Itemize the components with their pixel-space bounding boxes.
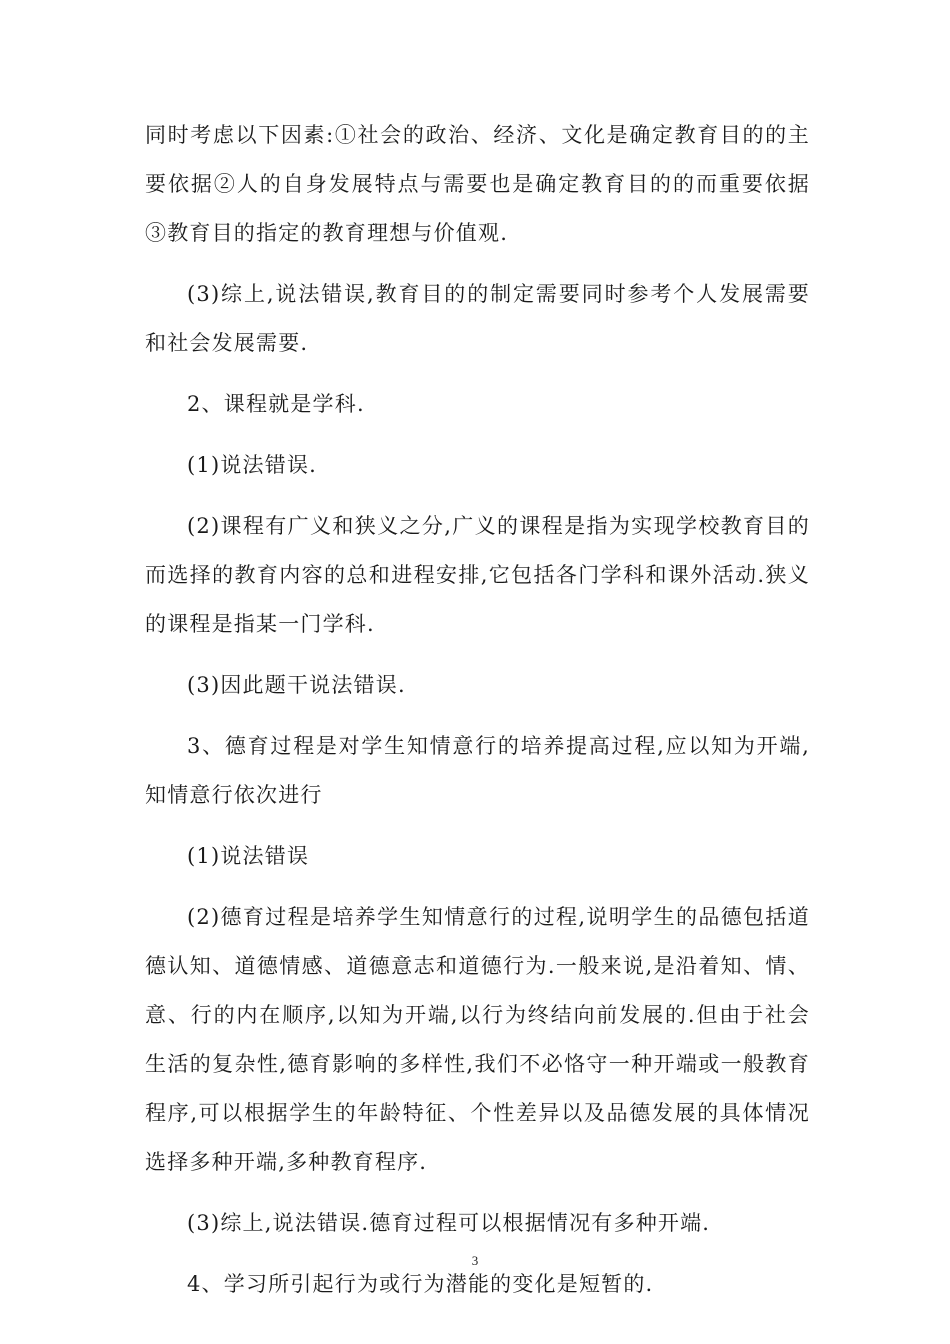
paragraph: (3)因此题干说法错误. — [187, 673, 406, 697]
paragraph: (1)说法错误 — [187, 844, 310, 868]
paragraph: 3、德育过程是对学生知情意行的培养提高过程,应以知为开端,知情意行依次进行 — [145, 734, 810, 807]
paragraph: (2)课程有广义和狭义之分,广义的课程是指为实现学校教育目的而选择的教育内容的总和进程安排,它包括各门学科和课外活动.狭义的课程是指某一门学科. — [145, 514, 810, 636]
paragraph: (3)综上,说法错误.德育过程可以根据情况有多种开端. — [187, 1211, 711, 1235]
paragraph: 同时考虑以下因素:①社会的政治、经济、文化是确定教育目的的主要依据②人的自身发展特点与需要也是确定教育目的的而重要依据③教育目的指定的教育理想与价值观. — [145, 123, 810, 245]
paragraph: (2)德育过程是培养学生知情意行的过程,说明学生的品德包括道德认知、道德情感、道德意志和道德行为.一般来说,是沿着知、情、意、行的内在顺序,以知为开端,以行为终结向前发展的.但由于社会生活的复杂性,德育影响的多样性,我们不必恪守一种开端或一般教育程序,可以根据学生的年龄特征、个性差异以及品德发展的具体情况选择多种开端,多种教育程序. — [145, 905, 810, 1174]
paragraph: 2、课程就是学科. — [187, 392, 365, 416]
document-body — [145, 111, 810, 1321]
paragraph: (3)综上,说法错误,教育目的的制定需要同时参考个人发展需要和社会发展需要. — [145, 282, 810, 355]
paragraph: 4、学习所引起行为或行为潜能的变化是短暂的. — [187, 1272, 654, 1296]
paragraph: (1)说法错误. — [187, 453, 318, 477]
page-number: 3 — [471, 1253, 479, 1268]
